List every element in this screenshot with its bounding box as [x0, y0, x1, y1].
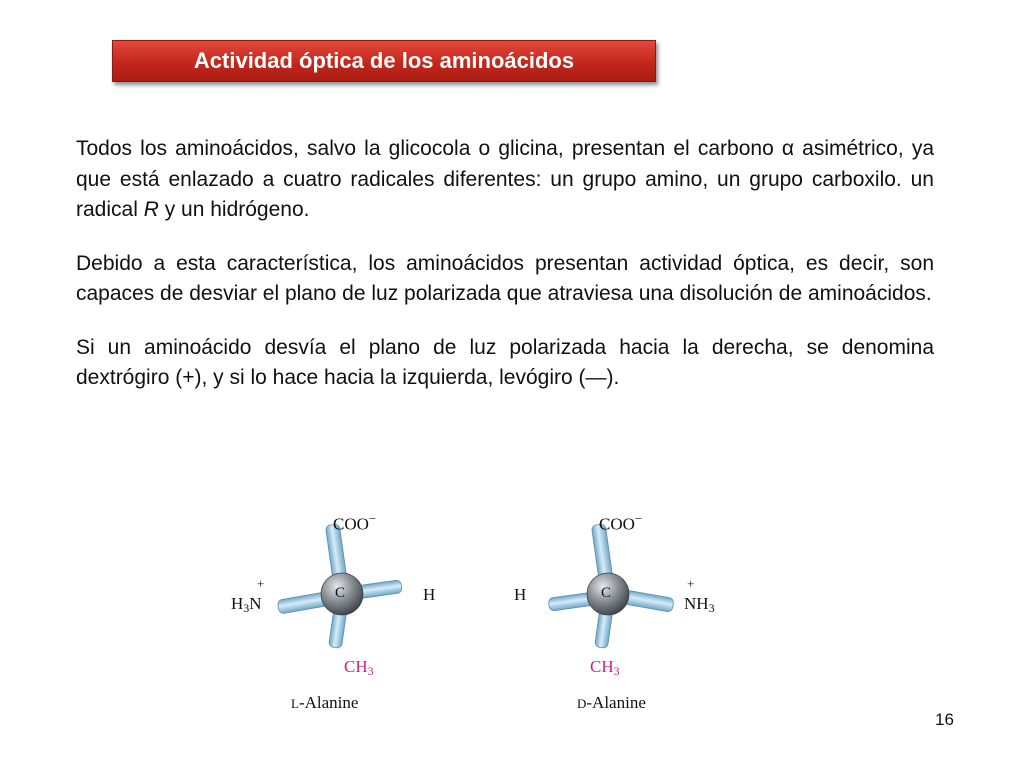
paragraph-3: Si un aminoácido desvía el plano de luz polarizada hacia la derecha, se denomina dextrógiro (+), y si lo hace hacia la izquierda, levógiro (—).	[76, 335, 934, 389]
paragraph-2: Debido a esta característica, los aminoácidos presentan actividad óptica, es decir, son capaces de desviar el plano de luz polarizada que atraviesa una disolución de aminoácidos.	[76, 251, 934, 305]
amino-label: $NH_3$	[684, 594, 715, 615]
carboxylate-label: COO−	[333, 511, 377, 534]
hydrogen-label: H	[514, 585, 527, 604]
paragraph-1	[76, 134, 934, 226]
amino-charge: +	[257, 576, 265, 591]
paragraph-1-end: y un hidrógeno.	[158, 198, 310, 221]
paragraph-1-text: Todos los aminoácidos, salvo la glicocola o glicina, presentan el carbono α asimétrico, ya que está enlazado a cuatro radicales diferentes: un grupo amino, un grupo carboxilo. un radical	[76, 137, 934, 221]
radical-r: R	[143, 198, 159, 221]
methyl-label: $CH_3$	[590, 657, 620, 678]
d-alanine-model	[488, 500, 728, 720]
slide-title-banner	[112, 40, 656, 82]
page-number: 16	[935, 710, 954, 729]
alpha-carbon-label: C	[601, 585, 612, 601]
l-alanine-model	[222, 500, 462, 720]
amino-label: $H_3N$	[231, 594, 262, 615]
hydrogen-label: H	[423, 585, 436, 604]
d-alanine-name: D-Alanine	[577, 693, 646, 712]
alpha-carbon-label: C	[335, 585, 346, 601]
methyl-label: $CH_3$	[344, 657, 374, 678]
amino-charge: +	[687, 576, 695, 591]
slide-body	[76, 134, 934, 417]
carboxylate-label: COO−	[599, 511, 643, 534]
slide-title: Actividad óptica de los aminoácidos	[193, 48, 575, 73]
l-alanine-name: L-Alanine	[291, 693, 359, 712]
